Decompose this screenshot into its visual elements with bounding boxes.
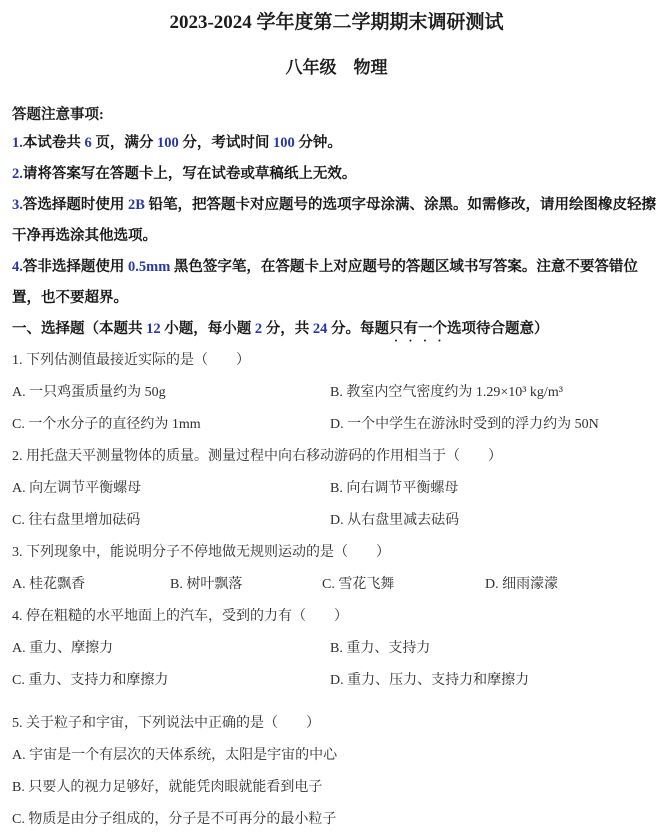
question-block [12,708,661,836]
text-segment: 分，考试时间 [178,135,273,151]
notice-heading: 答题注意事项: [12,107,104,123]
text-segment: 黑色签字笔，在答题卡上对应题号的答题区域书写答案。注意不要答错位置，也不要超界。 [12,259,638,306]
question-block [12,441,661,537]
text-segment: 页，满分 [91,135,157,151]
text-segment: 分。每题 [327,321,389,337]
question-stem: 2. 用托盘天平测量物体的质量。测量过程中向右移动游码的作用相当于（ ） [12,449,502,464]
answer-option: B. 向右调节平衡螺母 [330,481,459,496]
option-group [12,569,661,601]
highlighted-number: 2 [254,321,263,337]
text-segment: 小题，每小题 [160,321,255,337]
highlighted-number: 3. [12,197,23,213]
question-block [12,345,661,441]
answer-option: D. 重力、压力、支持力和摩擦力 [330,673,530,688]
highlighted-number: 100 [273,135,295,151]
highlighted-number: 4. [12,259,23,275]
option-group [12,473,661,537]
notice-item [12,252,661,314]
notice-item [12,159,661,190]
question-list [12,345,661,836]
answer-option: C. 物质是由分子组成的，分子是不可再分的最小粒子 [12,812,337,827]
text-segment: 请将答案写在答题卡上，写在试卷或草稿纸上无效。 [22,166,357,182]
question-stem: 3. 下列现象中，能说明分子不停地做无规则运动的是（ ） [12,545,390,560]
text-segment: 本试卷共 [22,135,85,151]
highlighted-number: 100 [157,135,179,151]
text-segment: 选项待合题意） [447,321,549,337]
question-block [12,537,661,601]
emphasized-text: 只有一个 [389,321,447,337]
answer-option: C. 往右盘里增加砝码 [12,513,141,528]
highlighted-number: 12 [146,321,161,337]
answer-option: A. 桂花飘香 [12,577,86,592]
page-title: 2023-2024 学年度第二学期期末调研测试 [169,12,504,33]
answer-option: B. 重力、支持力 [330,641,431,656]
text-segment: 答非选择题使用 [22,259,128,275]
answer-option: B. 教室内空气密度约为 1.29×10³ kg/m³ [330,385,563,400]
question-block [12,601,661,697]
option-group [12,377,661,441]
text-segment: 答选择题时使用 [22,197,128,213]
answer-option: D. 细雨濛濛 [485,577,559,592]
question-stem: 5. 关于粒子和宇宙，下列说法中正确的是（ ） [12,716,320,731]
question-stem: 4. 停在粗糙的水平地面上的汽车，受到的力有（ ） [12,609,348,624]
text-segment: 分钟。 [294,135,342,151]
option-group [12,633,661,697]
answer-option: A. 宇宙是一个有层次的天体系统，太阳是宇宙的中心 [12,748,338,763]
question-stem: 1. 下列估测值最接近实际的是（ ） [12,353,250,368]
answer-option: D. 从右盘里减去砝码 [330,513,460,528]
answer-option: C. 一个水分子的直径约为 1mm [12,417,201,432]
answer-option: C. 雪花飞舞 [322,577,395,592]
highlighted-number: 2B [128,197,145,213]
text-segment: 铅笔，把答题卡对应题号的选项字母涂满、涂黑。如需修改，请用绘图橡皮轻擦干净再选涂其他选项。 [12,197,657,244]
notice-item [12,190,661,252]
option-group [12,740,661,836]
answer-option: D. 一个中学生在游泳时受到的浮力约为 50N [330,417,599,432]
answer-option: B. 只要人的视力足够好，就能凭肉眼就能看到电子 [12,780,323,795]
text-segment: 分，共 [262,321,313,337]
highlighted-number: 2. [12,166,23,182]
answer-option: C. 重力、支持力和摩擦力 [12,673,169,688]
notice-list [12,128,661,314]
notice-item [12,128,661,159]
answer-option: B. 树叶飘落 [170,577,243,592]
answer-option: A. 一只鸡蛋质量约为 50g [12,385,166,400]
answer-option: A. 向左调节平衡螺母 [12,481,142,496]
highlighted-number: 1. [12,135,23,151]
highlighted-number: 6 [84,135,92,151]
highlighted-number: 24 [312,321,328,337]
highlighted-number: 0.5mm [128,259,171,275]
text-segment: 一、选择题（本题共 [12,321,147,337]
section-heading [12,314,661,345]
answer-option: A. 重力、摩擦力 [12,641,114,656]
page-subtitle: 八年级 物理 [285,58,388,77]
